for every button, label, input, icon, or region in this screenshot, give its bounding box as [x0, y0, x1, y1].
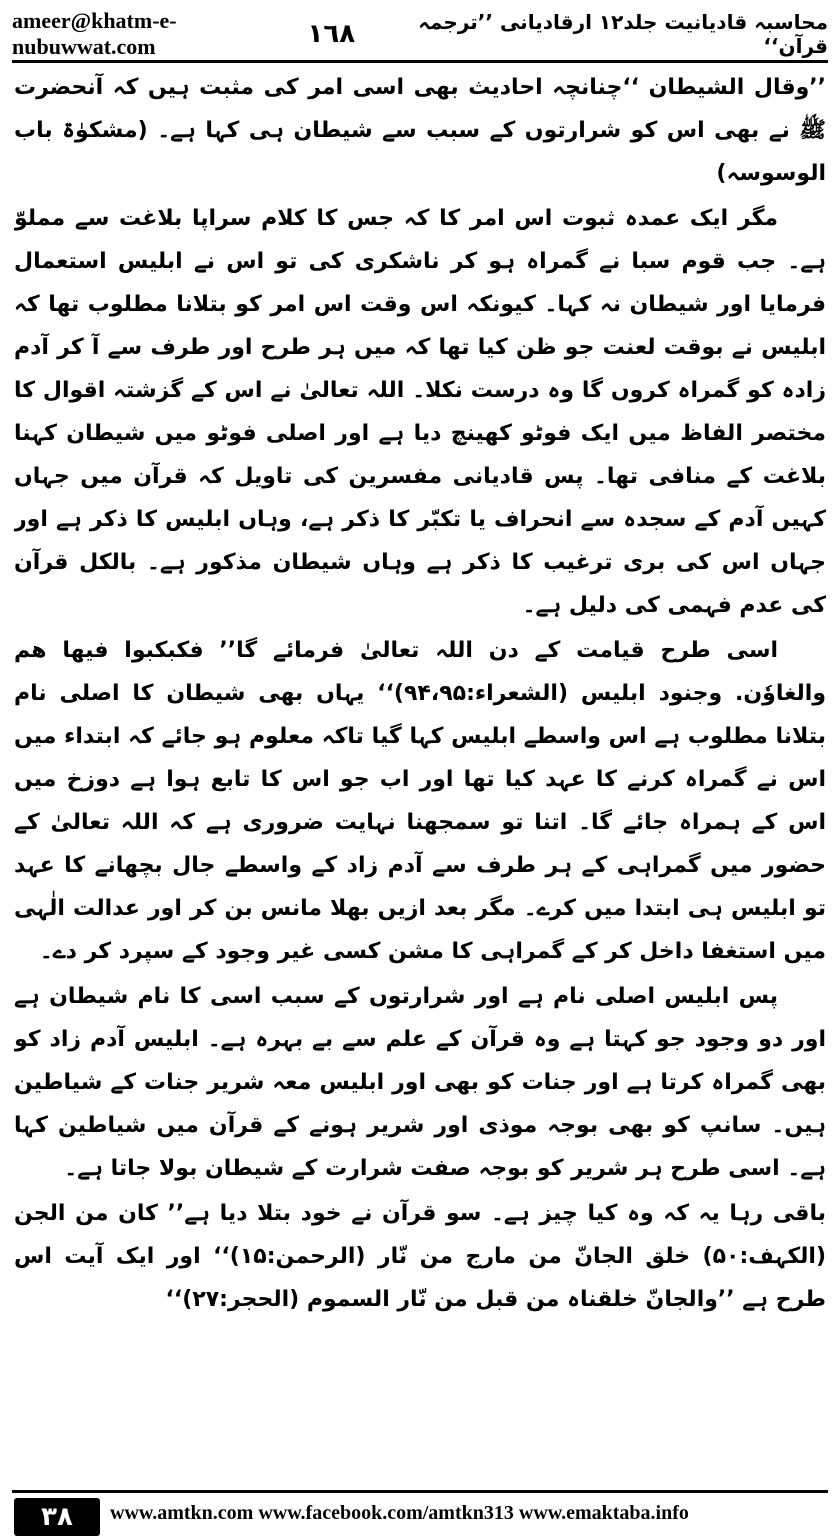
footer-divider — [12, 1490, 828, 1493]
paragraph-2: مگر ایک عمدہ ثبوت اس امر کا کہ جس کا کلام سراپا بلاغت سے مملوّ ہے۔ جب قوم سبا نے گمراہ ہو کر ناشکری کی تو اس نے ابلیس استعمال فرمایا اور شیطان نہ کہا۔ کیونکہ اس وقت اس امر کو بتلانا مطلوب تھا کہ ابلیس نے بوقت لعنت جو ظن کیا تھا کہ میں ہر طرح اور طرف سے آ کر آدم زادہ کو گمراہ کروں گا وہ درست نکلا۔ اللہ تعالیٰ نے اس کے گزشتہ اقوال کا مختصر الفاظ میں ایک فوٹو کھینچ دیا ہے اور اصلی فوٹو میں شیطان کہنا بلاغت کے منافی تھا۔ پس قادیانی مفسرین کی تاویل کہ قرآن میں جہاں کہیں آدم کے سجدہ سے انحراف یا تکبّر کا ذکر ہے، وہاں ابلیس کا ذکر ہے اور جہاں اس کی بری ترغیب کا ذکر ہے وہاں شیطان مذکور ہے۔ بالکل قرآن کی عدم فہمی کی دلیل ہے۔ — [14, 206, 826, 618]
paragraph-5: باقی رہا یہ کہ وہ کیا چیز ہے۔ سو قرآن نے خود بتلا دیا ہے’’ کان من الجن (الکہف:۵۰) خلق الجانّ من مارج من نّار (الرحمن:۱۵)‘‘ اور ایک آیت اس طرح ہے ’’والجانّ خلقناہ من قبل من نّار السموم (الحجر:۲۷)‘‘ — [14, 1201, 826, 1312]
page-body — [14, 66, 826, 1466]
footer-links: www.amtkn.com www.facebook.com/amtkn313 www.emaktaba.info — [110, 1502, 689, 1524]
book-title: محاسبہ قادیانیت جلد۱۲ ارقادیانی ’’ترجمہ قرآن‘‘ — [418, 10, 828, 58]
paragraph-3: اسی طرح قیامت کے دن اللہ تعالیٰ فرمائے گا’’ فکبکبوا فیھا ھم والغاوٗن. وجنود ابلیس (الشعراء:۹۴،۹۵)‘‘ یہاں بھی شیطان کا اصلی نام بتلانا مطلوب ہے اس واسطے ابلیس کہا گیا تاکہ معلوم ہو جائے کہ ابتداء میں اس نے گمراہ کرنے کا عہد کیا تھا اور اب جو اس کا تابع ہوا ہے دوزخ میں اس کے ہمراہ جائے گا۔ اتنا تو سمجھنا نہایت ضروری ہے کہ اللہ تعالیٰ کے حضور میں گمراہی کے ہر طرف سے آدم زاد کے واسطے جال بچھانے کا عہد تو ابلیس ہی ابتدا میں کرے۔ مگر بعد ازیں بھلا مانس بن کر اور عدالت الٰہی میں استغفا داخل کر کے گمراہی کا مشن کسی غیر وجود کے سپرد کر دے۔ — [14, 638, 826, 964]
footer-page-number: ۳۸ — [14, 1498, 100, 1536]
header-divider — [12, 60, 828, 63]
paragraph-4: پس ابلیس اصلی نام ہے اور شرارتوں کے سبب اسی کا نام شیطان ہے اور دو وجود جو کہتا ہے وہ قرآن کے علم سے بے بہرہ ہے۔ ابلیس آدم زاد کو بھی گمراہ کرتا ہے اور جنات کو بھی اور ابلیس معہ شریر جنات کے شیاطین ہیں۔ سانپ کو بھی بوجہ موذی اور شریر ہونے کے قرآن میں شیاطین کہا ہے۔ اسی طرح ہر شریر کو بوجہ صفت شرارت کے شیطان بولا جاتا ہے۔ — [14, 984, 826, 1181]
page-header — [12, 10, 828, 58]
page-footer — [0, 1490, 840, 1540]
header-page-number: ١٦٨ — [307, 19, 356, 49]
header-right — [308, 10, 828, 58]
paragraph-1: ’’وقال الشیطان ‘‘چنانچہ احادیث بھی اسی امر کی مثبت ہیں کہ آنحضرت ﷺ نے بھی اس کو شرارتوں کے سبب سے شیطان ہی کہا ہے۔ (مشکوٰۃ باب الوسوسہ) — [14, 75, 826, 186]
header-email: ameer@khatm-e-nubuwwat.com — [12, 8, 177, 59]
